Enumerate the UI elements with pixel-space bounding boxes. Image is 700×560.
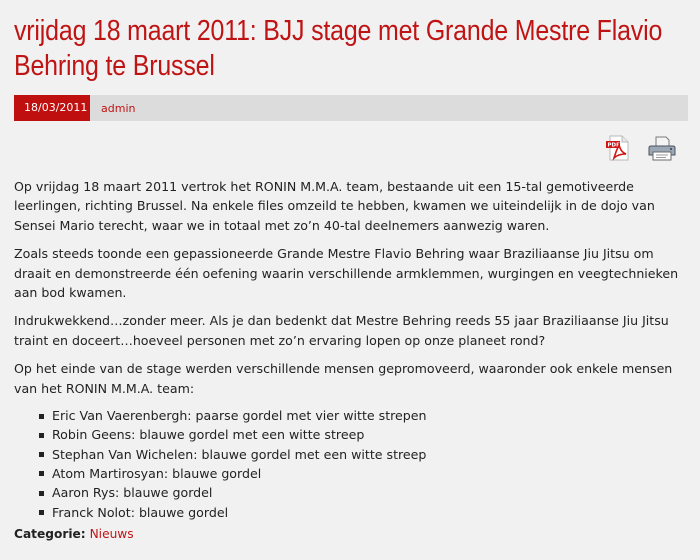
category-link[interactable]: Nieuws	[89, 527, 134, 541]
category-label: Categorie:	[14, 527, 86, 541]
category-line	[14, 527, 134, 541]
paragraph: Op het einde van de stage werden verschillende mensen gepromoveerd, waaronder ook enkele mensen van het RONIN M.M.A. team:	[14, 361, 673, 396]
list-item: Aaron Rys: blauwe gordel	[52, 483, 688, 502]
paragraph: Op vrijdag 18 maart 2011 vertrok het RONIN M.M.A. team, bestaande uit een 15-tal gemotiveerde leerlingen, richting Brussel. Na enkele files omzeild te hebben, kwamen we uiteindelijk in de dojo van Sensei Mario terecht, waar we in totaal met zo’n 40-tal deelnemers aanwezig waren.	[14, 179, 655, 233]
printer-icon[interactable]	[648, 134, 676, 162]
promotions-list	[14, 406, 688, 522]
article-body	[14, 177, 688, 522]
paragraph: Indrukwekkend…zonder meer. Als je dan bedenkt dat Mestre Behring reeds 55 jaar Braziliaanse Jiu Jitsu traint en doceert…hoeveel personen met zo’n ervaring lopen op onze planeet rond?	[14, 313, 669, 348]
list-item: Stephan Van Wichelen: blauwe gordel met een witte streep	[52, 445, 688, 464]
list-item: Franck Nolot: blauwe gordel	[52, 503, 688, 522]
date-badge: 18/03/2011	[14, 95, 90, 121]
paragraph: Zoals steeds toonde een gepassioneerde Grande Mestre Flavio Behring waar Braziliaanse Jiu Jitsu om draait en demonstreerde één oefening waarin verschillende armklemmen, wurgingen en veegtechnieken aan bod kwamen.	[14, 246, 679, 301]
svg-text:PDF: PDF	[607, 142, 620, 149]
list-item: Robin Geens: blauwe gordel met een witte streep	[52, 425, 688, 444]
article-actions	[604, 134, 676, 162]
author-link[interactable]: admin	[101, 101, 136, 115]
article-meta-bar	[14, 95, 688, 121]
article-title: vrijdag 18 maart 2011: BJJ stage met Grande Mestre Flavio Behring te Brussel	[14, 15, 663, 82]
list-item: Atom Martirosyan: blauwe gordel	[52, 464, 688, 483]
list-item: Eric Van Vaerenbergh: paarse gordel met vier witte strepen	[52, 406, 688, 425]
pdf-icon[interactable]	[604, 134, 632, 162]
